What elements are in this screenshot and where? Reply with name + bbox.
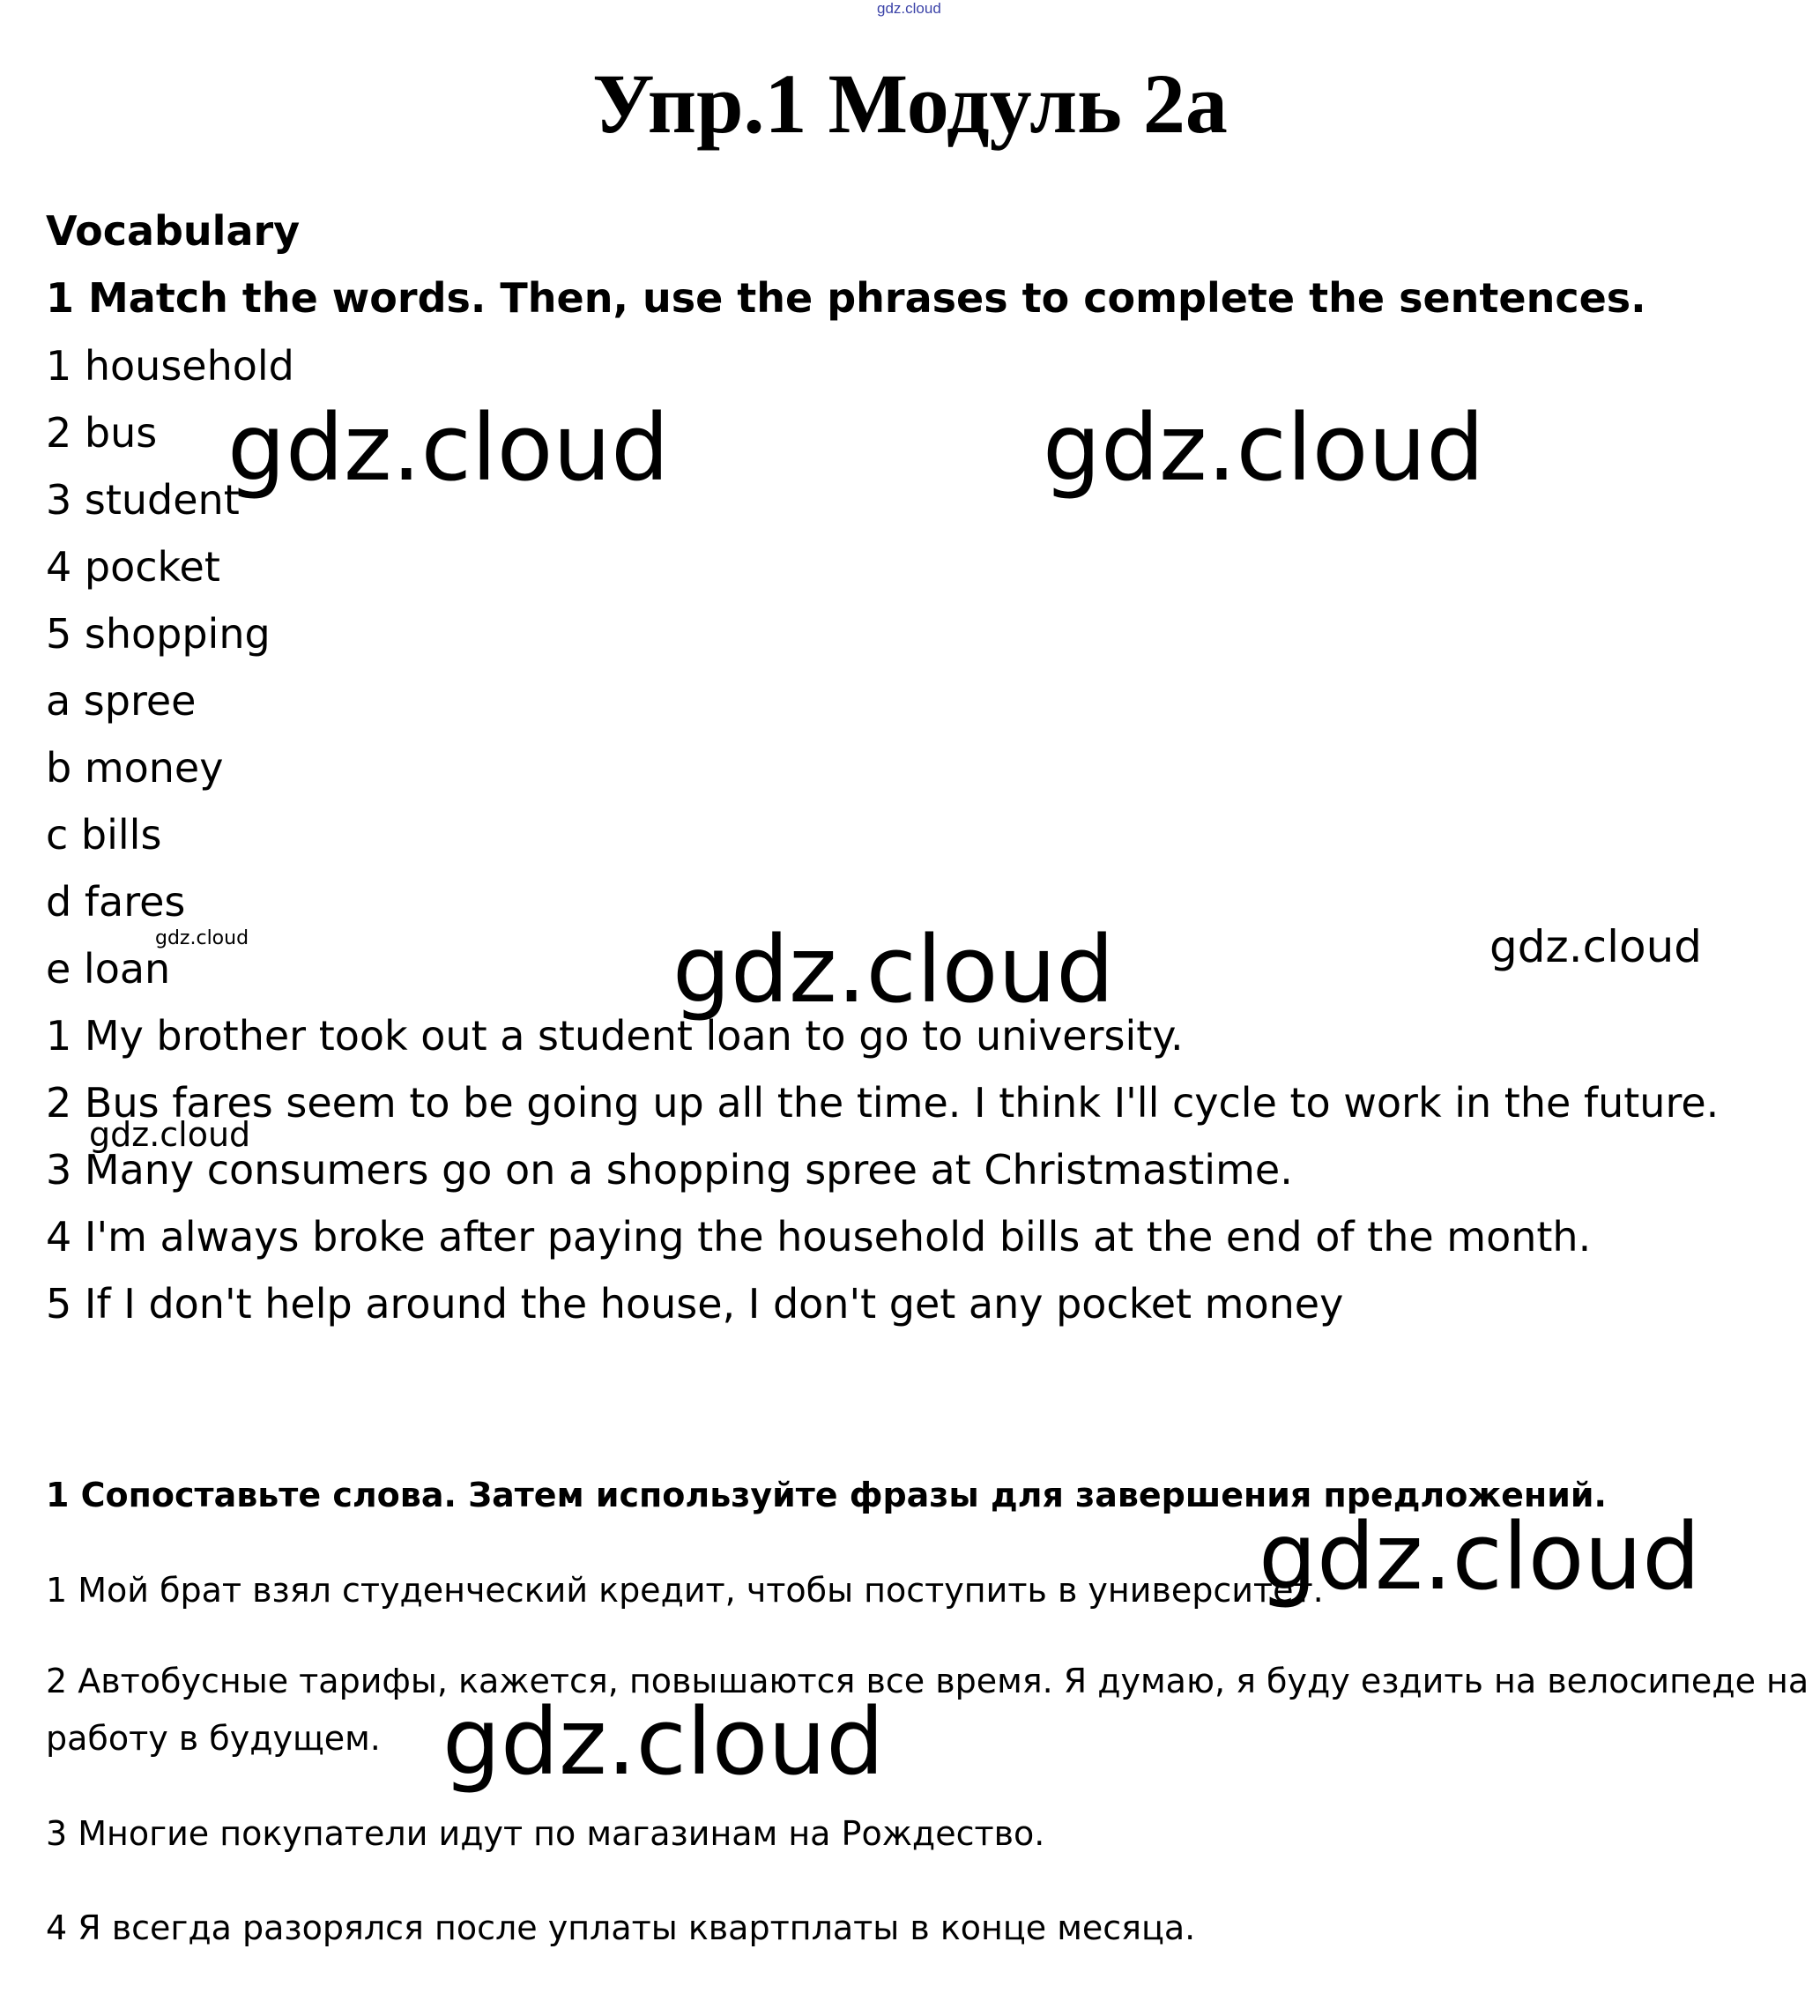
watermark: gdz.cloud: [155, 927, 249, 949]
translation-heading: 1 Сопоставьте слова. Затем используйте фразы для завершения предложений.: [46, 1476, 1607, 1514]
section-heading: Vocabulary: [46, 207, 301, 255]
match-item: b money: [46, 744, 224, 792]
watermark: gdz.cloud: [442, 1688, 885, 1796]
word-item: 2 bus: [46, 409, 158, 457]
exercise-instruction: 1 Match the words. Then, use the phrases to complete the sentences.: [46, 274, 1646, 322]
sentence: 4 I'm always broke after paying the household bills at the end of the month.: [46, 1213, 1592, 1261]
match-item: e loan: [46, 945, 171, 993]
word-item: 4 pocket: [46, 543, 220, 591]
watermark: gdz.cloud: [1259, 1503, 1701, 1611]
word-item: 3 student: [46, 476, 240, 524]
watermark: gdz.cloud: [1043, 394, 1485, 502]
top-watermark: gdz.cloud: [877, 0, 941, 17]
watermark: gdz.cloud: [227, 394, 670, 502]
word-item: 1 household: [46, 342, 294, 390]
sentence: 3 Many consumers go on a shopping spree at Christmastime.: [46, 1146, 1293, 1194]
translation-line: работу в будущем.: [46, 1719, 381, 1758]
match-item: c bills: [46, 811, 162, 859]
watermark: gdz.cloud: [672, 916, 1115, 1023]
match-item: a spree: [46, 677, 197, 725]
sentence: 2 Bus fares seem to be going up all the time. I think I'll cycle to work in the future.: [46, 1079, 1720, 1127]
watermark: gdz.cloud: [1489, 921, 1703, 972]
word-item: 5 shopping: [46, 610, 271, 658]
watermark: gdz.cloud: [89, 1115, 251, 1154]
sentence: 5 If I don't help around the house, I don't get any pocket money: [46, 1280, 1344, 1328]
translation-line: 2 Автобусные тарифы, кажется, повышаются все время. Я думаю, я буду ездить на велосипеде на: [46, 1662, 1809, 1700]
sentence: 1 My brother took out a student loan to go to university.: [46, 1012, 1184, 1060]
translation-line: 4 Я всегда разорялся после уплаты квартплаты в конце месяца.: [46, 1908, 1196, 1947]
match-item: d fares: [46, 878, 186, 926]
translation-line: 1 Мой брат взял студенческий кредит, чтобы поступить в университет.: [46, 1571, 1324, 1610]
page-title: Упр.1 Модуль 2a: [592, 56, 1228, 151]
translation-line: 3 Многие покупатели идут по магазинам на Рождество.: [46, 1814, 1045, 1853]
